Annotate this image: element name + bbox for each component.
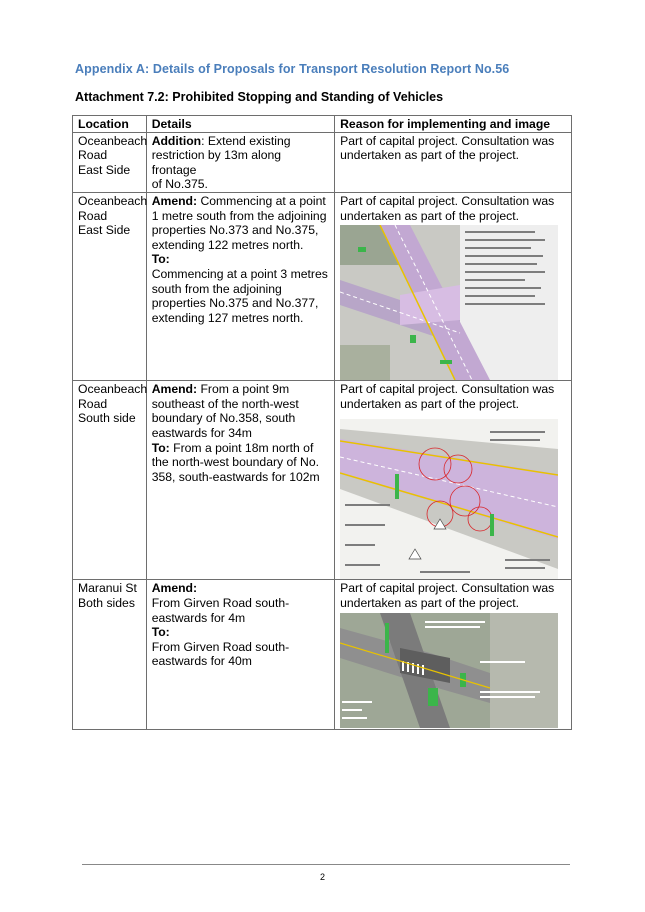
reason-cell xyxy=(335,381,572,580)
header-reason: Reason for implementing and image xyxy=(335,116,572,133)
details-cell xyxy=(146,580,334,730)
details-line: From Girven Road south- xyxy=(151,639,290,654)
table-row xyxy=(73,192,572,380)
location-cell xyxy=(73,192,147,380)
location-line: Both sides xyxy=(78,595,135,610)
details-line: extending 127 metres north. xyxy=(151,310,304,325)
location-cell xyxy=(73,132,147,192)
reason-line: undertaken as part of the project. xyxy=(340,208,519,223)
details-line: From a point 18m north of xyxy=(169,440,314,455)
details-to-keyword: To: xyxy=(151,625,170,640)
details-line: : Extend existing xyxy=(201,133,291,148)
details-cell xyxy=(146,381,334,580)
location-line: Road xyxy=(78,208,108,223)
details-line: 1 metre south from the adjoining xyxy=(151,208,327,223)
reason-line: undertaken as part of the project. xyxy=(340,148,519,163)
location-line: South side xyxy=(78,411,136,426)
details-line: eastwards for 40m xyxy=(151,654,252,669)
site-plan-image xyxy=(340,419,558,579)
table-row xyxy=(73,132,572,192)
details-keyword: Amend: xyxy=(151,581,198,596)
site-plan-image xyxy=(340,613,558,728)
reason-line: Part of capital project. Consultation was xyxy=(340,581,555,596)
page-number: 2 xyxy=(319,872,325,882)
details-to-keyword: To: xyxy=(151,440,170,455)
footer-divider xyxy=(82,864,570,865)
location-cell xyxy=(73,381,147,580)
details-line: boundary of No.358, south xyxy=(151,411,296,426)
details-line: south from the adjoining xyxy=(151,281,282,296)
header-details: Details xyxy=(146,116,334,133)
location-line: East Side xyxy=(78,162,131,177)
details-line: southeast of the north-west xyxy=(151,396,299,411)
reason-line: Part of capital project. Consultation was xyxy=(340,133,555,148)
reason-line: undertaken as part of the project. xyxy=(340,595,519,610)
table-row xyxy=(73,381,572,580)
details-line: extending 122 metres north. xyxy=(151,237,304,252)
reason-line: Part of capital project. Consultation was xyxy=(340,193,555,208)
location-line: Oceanbeach xyxy=(78,193,148,208)
details-line: Commencing at a point xyxy=(197,193,326,208)
reason-line: Part of capital project. Consultation was xyxy=(340,382,555,397)
details-keyword: Amend: xyxy=(151,382,198,397)
details-cell xyxy=(146,192,334,380)
details-line: From Girven Road south- xyxy=(151,595,290,610)
details-keyword: Addition xyxy=(151,133,202,148)
site-plan-image xyxy=(340,225,558,380)
header-location: Location xyxy=(73,116,147,133)
prohibited-stopping-table xyxy=(72,115,572,730)
location-line: Maranui St xyxy=(78,581,137,596)
details-line: properties No.375 and No.377, xyxy=(151,296,319,311)
details-keyword: Amend: xyxy=(151,193,198,208)
details-line: eastwards for 34m xyxy=(151,425,252,440)
details-cell xyxy=(146,132,334,192)
table-header-row xyxy=(73,116,572,133)
details-line: of No.375. xyxy=(151,177,208,192)
location-line: Road xyxy=(78,148,108,163)
reason-line: undertaken as part of the project. xyxy=(340,396,519,411)
details-line: eastwards for 4m xyxy=(151,610,246,625)
reason-cell xyxy=(335,192,572,380)
details-line: Commencing at a point 3 metres xyxy=(151,266,328,281)
details-line: restriction by 13m along frontage xyxy=(151,148,282,177)
location-cell xyxy=(73,580,147,730)
attachment-title: Attachment 7.2: Prohibited Stopping and Standing of Vehicles xyxy=(75,90,444,104)
reason-cell xyxy=(335,580,572,730)
location-line: East Side xyxy=(78,223,131,238)
details-line: the north-west boundary of No. xyxy=(151,455,320,470)
details-to-keyword: To: xyxy=(151,252,170,267)
reason-cell xyxy=(335,132,572,192)
appendix-title: Appendix A: Details of Proposals for Transport Resolution Report No.56 xyxy=(75,62,510,76)
details-line: From a point 9m xyxy=(197,382,290,397)
details-line: 358, south-eastwards for 102m xyxy=(151,469,320,484)
details-line: properties No.373 and No.375, xyxy=(151,223,319,238)
table-row xyxy=(73,580,572,730)
location-line: Oceanbeach xyxy=(78,382,148,397)
location-line: Road xyxy=(78,396,108,411)
location-line: Oceanbeach xyxy=(78,133,148,148)
